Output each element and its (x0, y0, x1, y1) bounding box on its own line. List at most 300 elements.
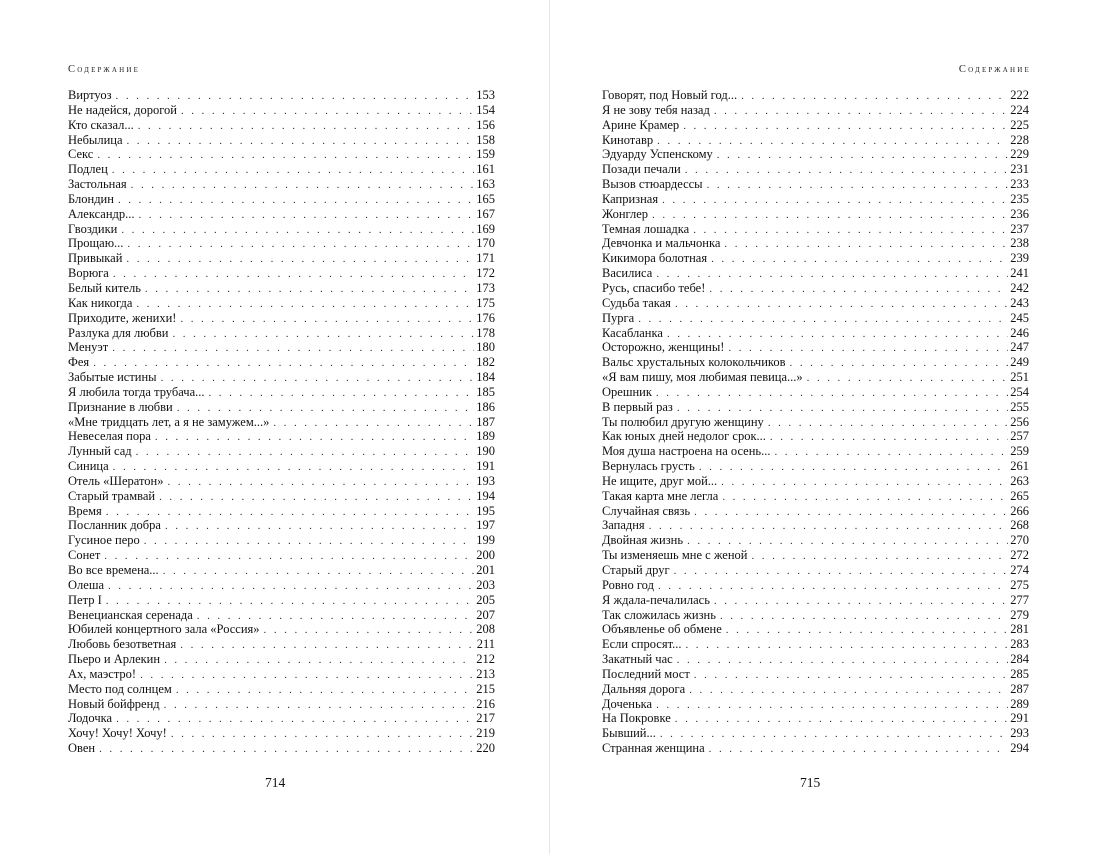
toc-entry-title: Олеша (68, 577, 104, 592)
toc-entry-title: Я не зову тебя назад (602, 102, 710, 117)
toc-dot-leader (685, 638, 1008, 653)
toc-entry-page: 243 (1010, 295, 1029, 310)
toc-dot-leader (660, 727, 1008, 742)
toc-entry-title: Темная лошадка (602, 221, 690, 236)
toc-entry-page: 194 (476, 488, 495, 503)
toc-entry-page: 265 (1010, 488, 1029, 503)
toc-entry-page: 259 (1010, 444, 1029, 459)
toc-entry-title: Подлец (68, 162, 108, 177)
toc-entry-page: 222 (1010, 88, 1029, 102)
toc-entry (68, 311, 495, 326)
toc-entry (68, 296, 495, 311)
toc-dot-leader (717, 148, 1009, 163)
toc-dot-leader (209, 386, 475, 401)
toc-entry (602, 340, 1029, 355)
toc-dot-leader (658, 579, 1008, 594)
toc-entry-title: Ты изменяешь мне с женой (602, 548, 748, 563)
toc-dot-leader (127, 134, 475, 149)
toc-entry (68, 459, 495, 474)
toc-entry-page: 201 (476, 563, 495, 577)
toc-entry-page: 283 (1010, 637, 1029, 652)
toc-dot-leader (667, 327, 1008, 342)
toc-dot-leader (112, 341, 474, 356)
toc-dot-leader (677, 401, 1008, 416)
toc-entry (68, 667, 495, 682)
toc-entry (68, 251, 495, 266)
toc-entry-title: Закатный час (602, 652, 673, 667)
toc-entry-page: 281 (1010, 622, 1029, 637)
toc-entry-title: Говорят, под Новый год... (602, 88, 738, 102)
toc-entry-title: Так сложилась жизнь (602, 607, 716, 622)
toc-entry-page: 285 (1010, 666, 1029, 681)
left-toc-list (68, 88, 495, 756)
toc-entry (68, 400, 495, 415)
toc-entry-title: Если спросят... (602, 637, 682, 652)
toc-entry (602, 296, 1029, 311)
toc-entry (68, 236, 495, 251)
toc-entry-page: 293 (1010, 726, 1029, 741)
toc-entry-title: Осторожно, женщины! (602, 340, 725, 355)
toc-entry (602, 207, 1029, 222)
toc-entry (602, 236, 1029, 251)
toc-entry-page: 191 (476, 459, 495, 474)
toc-dot-leader (155, 430, 474, 445)
toc-entry (68, 222, 495, 237)
toc-entry-title: Привыкай (68, 251, 123, 266)
toc-entry (602, 593, 1029, 608)
toc-entry-page: 199 (476, 533, 495, 548)
toc-entry (68, 88, 495, 103)
toc-entry-title: Старый друг (602, 563, 670, 577)
toc-entry-title: Приходите, женихи! (68, 310, 177, 325)
toc-entry (68, 281, 495, 296)
toc-dot-leader (649, 519, 1009, 534)
toc-entry-page: 246 (1010, 325, 1029, 340)
toc-entry (68, 340, 495, 355)
toc-entry-page: 261 (1010, 459, 1029, 474)
toc-entry-page: 231 (1010, 162, 1029, 177)
toc-entry-page: 251 (1010, 370, 1029, 385)
toc-entry (68, 429, 495, 444)
toc-entry-title: Капризная (602, 191, 659, 206)
toc-dot-leader (140, 668, 474, 683)
toc-dot-leader (127, 237, 474, 252)
toc-dot-leader (145, 282, 474, 297)
toc-dot-leader (172, 327, 474, 342)
toc-entry-title: Виртуоз (68, 88, 112, 102)
toc-entry-title: «Мне тридцать лет, а я не замужем...» (68, 414, 270, 429)
toc-entry-title: Вызов стюардессы (602, 177, 703, 192)
toc-entry-page: 178 (476, 325, 495, 340)
toc-entry (68, 147, 495, 162)
toc-entry-page: 173 (476, 280, 495, 295)
toc-entry (68, 726, 495, 741)
toc-entry-title: Фея (68, 355, 90, 370)
toc-entry-page: 217 (476, 711, 495, 726)
toc-entry (602, 266, 1029, 281)
toc-entry-title: Не надейся, дорогой (68, 102, 177, 117)
toc-entry-page: 239 (1010, 251, 1029, 266)
toc-entry-page: 185 (476, 384, 495, 399)
toc-dot-leader (113, 460, 475, 475)
toc-entry-page: 184 (476, 370, 495, 385)
toc-entry (602, 741, 1029, 756)
toc-dot-leader (112, 163, 474, 178)
toc-entry (68, 385, 495, 400)
toc-dot-leader (728, 341, 1008, 356)
toc-entry (602, 147, 1029, 162)
toc-entry (602, 652, 1029, 667)
toc-entry (68, 133, 495, 148)
toc-entry (68, 103, 495, 118)
toc-entry (602, 326, 1029, 341)
toc-entry (68, 711, 495, 726)
toc-entry-title: Не ищите, друг мой... (602, 473, 718, 488)
toc-dot-leader (165, 519, 474, 534)
toc-dot-leader (118, 193, 474, 208)
toc-entry (68, 207, 495, 222)
toc-entry-title: Хочу! Хочу! Хочу! (68, 726, 167, 741)
toc-entry-page: 294 (1010, 741, 1029, 756)
toc-entry-page: 235 (1010, 191, 1029, 206)
toc-entry-page: 289 (1010, 696, 1029, 711)
toc-entry-title: Признание в любви (68, 399, 173, 414)
toc-entry-title: Пьеро и Арлекин (68, 652, 161, 667)
toc-entry-title: Дальняя дорога (602, 681, 686, 696)
toc-entry-page: 205 (476, 592, 495, 607)
toc-entry-title: Гвоздики (68, 221, 118, 236)
toc-dot-leader (685, 163, 1009, 178)
toc-entry-title: Сонет (68, 548, 101, 563)
toc-entry (68, 504, 495, 519)
toc-entry-title: Кто сказал... (68, 117, 134, 132)
toc-entry (602, 533, 1029, 548)
toc-entry-page: 190 (476, 444, 495, 459)
toc-entry (602, 637, 1029, 652)
toc-entry (602, 103, 1029, 118)
toc-dot-leader (775, 445, 1009, 460)
toc-entry-page: 279 (1010, 607, 1029, 622)
toc-entry-title: Забытые истины (68, 370, 157, 385)
toc-entry-title: Василиса (602, 266, 653, 281)
toc-entry (68, 370, 495, 385)
toc-entry-title: Юбилей концертного зала «Россия» (68, 622, 260, 637)
toc-dot-leader (741, 89, 1008, 104)
toc-entry-page: 212 (476, 652, 495, 667)
toc-entry-title: Пурга (602, 310, 635, 325)
toc-entry (602, 726, 1029, 741)
toc-entry (68, 578, 495, 593)
toc-entry (68, 355, 495, 370)
toc-entry (602, 504, 1029, 519)
right-page (550, 0, 1099, 854)
toc-dot-leader (177, 401, 475, 416)
toc-entry-page: 153 (476, 88, 495, 102)
toc-entry-page: 216 (476, 696, 495, 711)
toc-entry (602, 355, 1029, 370)
toc-dot-leader (675, 297, 1008, 312)
toc-entry-title: Небылица (68, 132, 123, 147)
toc-dot-leader (656, 267, 1008, 282)
toc-entry-page: 277 (1010, 592, 1029, 607)
toc-entry-page: 255 (1010, 399, 1029, 414)
toc-entry-page: 257 (1010, 429, 1029, 444)
toc-entry-page: 182 (476, 355, 495, 370)
toc-entry-title: Моя душа настроена на осень... (602, 444, 771, 459)
toc-entry-title: Кикимора болотная (602, 251, 708, 266)
toc-entry (68, 563, 495, 578)
toc-entry (68, 652, 495, 667)
toc-dot-leader (674, 564, 1009, 579)
toc-entry (602, 251, 1029, 266)
toc-dot-leader (707, 178, 1009, 193)
toc-entry-page: 263 (1010, 473, 1029, 488)
toc-entry-page: 193 (476, 473, 495, 488)
toc-entry-title: Касабланка (602, 325, 663, 340)
toc-entry-page: 220 (476, 741, 495, 756)
toc-entry-title: Новый бойфренд (68, 696, 160, 711)
toc-entry (602, 489, 1029, 504)
toc-entry-title: Старый трамвай (68, 488, 156, 503)
toc-dot-leader (116, 89, 475, 104)
toc-dot-leader (121, 223, 474, 238)
toc-entry-title: Ты полюбил другую женщину (602, 414, 764, 429)
toc-dot-leader (106, 505, 474, 520)
toc-entry-title: Синица (68, 459, 109, 474)
toc-entry-page: 154 (476, 102, 495, 117)
toc-dot-leader (807, 371, 1009, 386)
toc-dot-leader (108, 579, 474, 594)
toc-dot-leader (104, 549, 474, 564)
toc-entry-title: Судьба такая (602, 295, 671, 310)
toc-entry-page: 249 (1010, 355, 1029, 370)
toc-entry (602, 682, 1029, 697)
toc-entry-page: 270 (1010, 533, 1029, 548)
toc-dot-leader (163, 564, 475, 579)
toc-entry-title: «Я вам пишу, моя любимая певица...» (602, 370, 803, 385)
toc-dot-leader (161, 371, 475, 386)
toc-dot-leader (180, 638, 474, 653)
toc-entry-title: Посланник добра (68, 518, 161, 533)
toc-entry-title: Странная женщина (602, 741, 705, 756)
toc-dot-leader (751, 549, 1008, 564)
toc-dot-leader (722, 490, 1008, 505)
toc-entry-page: 224 (1010, 102, 1029, 117)
toc-entry-page: 180 (476, 340, 495, 355)
toc-dot-leader (159, 490, 474, 505)
toc-dot-leader (106, 594, 475, 609)
toc-entry (602, 459, 1029, 474)
toc-entry-page: 291 (1010, 711, 1029, 726)
toc-dot-leader (116, 712, 474, 727)
toc-dot-leader (93, 356, 474, 371)
toc-entry-page: 236 (1010, 206, 1029, 221)
toc-entry (68, 741, 495, 756)
toc-entry-page: 163 (476, 177, 495, 192)
toc-dot-leader (687, 534, 1008, 549)
toc-dot-leader (638, 312, 1008, 327)
toc-entry-title: Овен (68, 741, 96, 756)
toc-entry-page: 161 (476, 162, 495, 177)
toc-entry (602, 385, 1029, 400)
toc-dot-leader (113, 267, 474, 282)
toc-dot-leader (144, 534, 475, 549)
toc-entry-page: 266 (1010, 503, 1029, 518)
toc-entry-page: 170 (476, 236, 495, 251)
toc-entry (602, 667, 1029, 682)
left-page-number: 714 (265, 775, 286, 790)
toc-entry-page: 159 (476, 147, 495, 162)
toc-entry-title: Последний мост (602, 666, 690, 681)
toc-dot-leader (677, 653, 1009, 668)
toc-dot-leader (136, 445, 475, 460)
toc-entry-page: 203 (476, 577, 495, 592)
toc-entry-title: Как никогда (68, 295, 133, 310)
toc-entry (68, 118, 495, 133)
toc-entry-title: Объявленье об обмене (602, 622, 722, 637)
toc-dot-leader (726, 623, 1008, 638)
toc-entry-page: 158 (476, 132, 495, 147)
toc-dot-leader (171, 727, 474, 742)
toc-entry-title: Лунный сад (68, 444, 132, 459)
toc-entry (68, 177, 495, 192)
toc-dot-leader (99, 742, 474, 757)
toc-entry (68, 162, 495, 177)
toc-entry-page: 187 (476, 414, 495, 429)
toc-entry-title: Место под солнцем (68, 681, 172, 696)
toc-entry-title: Петр I (68, 592, 102, 607)
toc-entry-page: 156 (476, 117, 495, 132)
toc-entry (602, 133, 1029, 148)
toc-dot-leader (657, 134, 1008, 149)
toc-entry (68, 593, 495, 608)
toc-entry-title: Разлука для любви (68, 325, 169, 340)
toc-entry-page: 268 (1010, 518, 1029, 533)
toc-entry-page: 176 (476, 310, 495, 325)
right-running-header: Содержание (958, 64, 1031, 75)
toc-entry-title: Лодочка (68, 711, 113, 726)
toc-entry-page: 186 (476, 399, 495, 414)
toc-dot-leader (709, 742, 1009, 757)
left-page (0, 0, 549, 854)
toc-entry-page: 254 (1010, 384, 1029, 399)
toc-dot-leader (721, 475, 1008, 490)
toc-entry-title: Бывший... (602, 726, 656, 741)
toc-entry-page: 171 (476, 251, 495, 266)
toc-entry-page: 284 (1010, 652, 1029, 667)
toc-entry-title: Девчонка и мальчонка (602, 236, 721, 251)
toc-entry-title: Орешник (602, 384, 652, 399)
toc-entry (602, 222, 1029, 237)
toc-entry (602, 370, 1029, 385)
toc-dot-leader (264, 623, 475, 638)
toc-dot-leader (675, 712, 1008, 727)
toc-entry-title: Как юных дней недолог срок... (602, 429, 766, 444)
right-page-number: 715 (800, 775, 821, 790)
toc-dot-leader (656, 698, 1008, 713)
toc-entry (602, 444, 1029, 459)
toc-dot-leader (720, 609, 1008, 624)
toc-dot-leader (770, 430, 1008, 445)
toc-dot-leader (652, 208, 1008, 223)
toc-entry-title: Гусиное перо (68, 533, 140, 548)
toc-dot-leader (656, 386, 1008, 401)
toc-entry-page: 167 (476, 206, 495, 221)
toc-entry-title: Застольная (68, 177, 127, 192)
toc-entry-page: 275 (1010, 577, 1029, 592)
toc-entry (68, 637, 495, 652)
toc-dot-leader (138, 119, 475, 134)
toc-dot-leader (180, 312, 474, 327)
toc-entry (68, 489, 495, 504)
toc-entry-title: Арине Крамер (602, 117, 680, 132)
toc-entry (68, 697, 495, 712)
toc-dot-leader (181, 104, 474, 119)
toc-entry (68, 326, 495, 341)
toc-entry (68, 622, 495, 637)
toc-dot-leader (694, 505, 1008, 520)
toc-entry-title: Русь, спасибо тебе! (602, 280, 706, 295)
toc-entry (602, 177, 1029, 192)
toc-entry-title: В первый раз (602, 399, 673, 414)
toc-entry-title: Вальс хрустальных колокольчиков (602, 355, 786, 370)
toc-dot-leader (689, 683, 1008, 698)
toc-entry (602, 162, 1029, 177)
toc-entry-page: 274 (1010, 563, 1029, 577)
toc-dot-leader (768, 416, 1008, 431)
toc-entry (602, 429, 1029, 444)
toc-entry-page: 242 (1010, 280, 1029, 295)
toc-entry (602, 400, 1029, 415)
toc-entry-page: 189 (476, 429, 495, 444)
toc-entry (602, 474, 1029, 489)
toc-entry-page: 213 (476, 666, 495, 681)
toc-dot-leader (136, 297, 474, 312)
toc-entry (68, 518, 495, 533)
toc-dot-leader (167, 475, 474, 490)
toc-dot-leader (709, 282, 1008, 297)
toc-dot-leader (699, 460, 1008, 475)
toc-entry (602, 563, 1029, 578)
toc-dot-leader (694, 668, 1008, 683)
toc-entry (602, 622, 1029, 637)
toc-entry (68, 266, 495, 281)
toc-entry-page: 172 (476, 266, 495, 281)
toc-entry (68, 415, 495, 430)
toc-entry-title: Любовь безответная (68, 637, 177, 652)
toc-entry (68, 192, 495, 207)
toc-entry-page: 197 (476, 518, 495, 533)
toc-entry-title: Двойная жизнь (602, 533, 684, 548)
toc-entry-title: Александр... (68, 206, 135, 221)
toc-entry (68, 474, 495, 489)
toc-dot-leader (97, 148, 474, 163)
toc-entry (68, 548, 495, 563)
toc-entry (602, 518, 1029, 533)
toc-entry-title: Отель «Шератон» (68, 473, 164, 488)
toc-entry-title: Позади печали (602, 162, 681, 177)
toc-dot-leader (197, 609, 474, 624)
toc-entry-page: 233 (1010, 177, 1029, 192)
toc-entry-title: Прощаю... (68, 236, 124, 251)
toc-entry (602, 548, 1029, 563)
toc-entry (68, 444, 495, 459)
toc-entry (602, 88, 1029, 103)
toc-entry (602, 281, 1029, 296)
toc-entry (602, 118, 1029, 133)
toc-entry (68, 533, 495, 548)
toc-entry-title: Белый китель (68, 280, 141, 295)
